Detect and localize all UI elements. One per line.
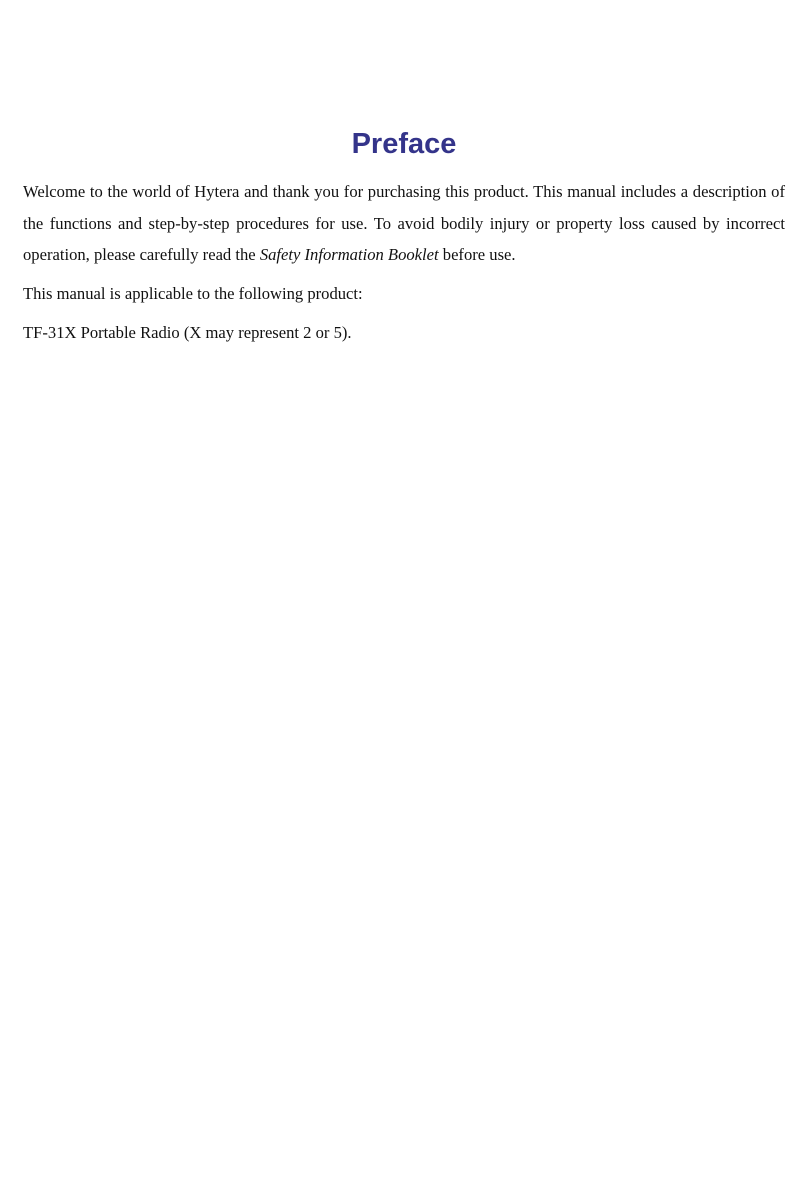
intro-paragraph <box>23 176 785 271</box>
intro-text: Welcome to the world of Hytera and thank you for purchasing this product. This manual includes a description of the functions and step-by-step procedures for use. To avoid bodily injury or property loss caused by incorrect operation, please carefully read the <box>23 182 785 264</box>
applicability-paragraph: This manual is applicable to the following product: <box>23 284 363 303</box>
product-paragraph: TF-31X Portable Radio (X may represent 2 or 5). <box>23 323 352 342</box>
intro-text-end: before use. <box>438 245 516 264</box>
page-title: Preface <box>351 128 457 160</box>
safety-booklet-reference: Safety Information Booklet <box>259 245 439 264</box>
